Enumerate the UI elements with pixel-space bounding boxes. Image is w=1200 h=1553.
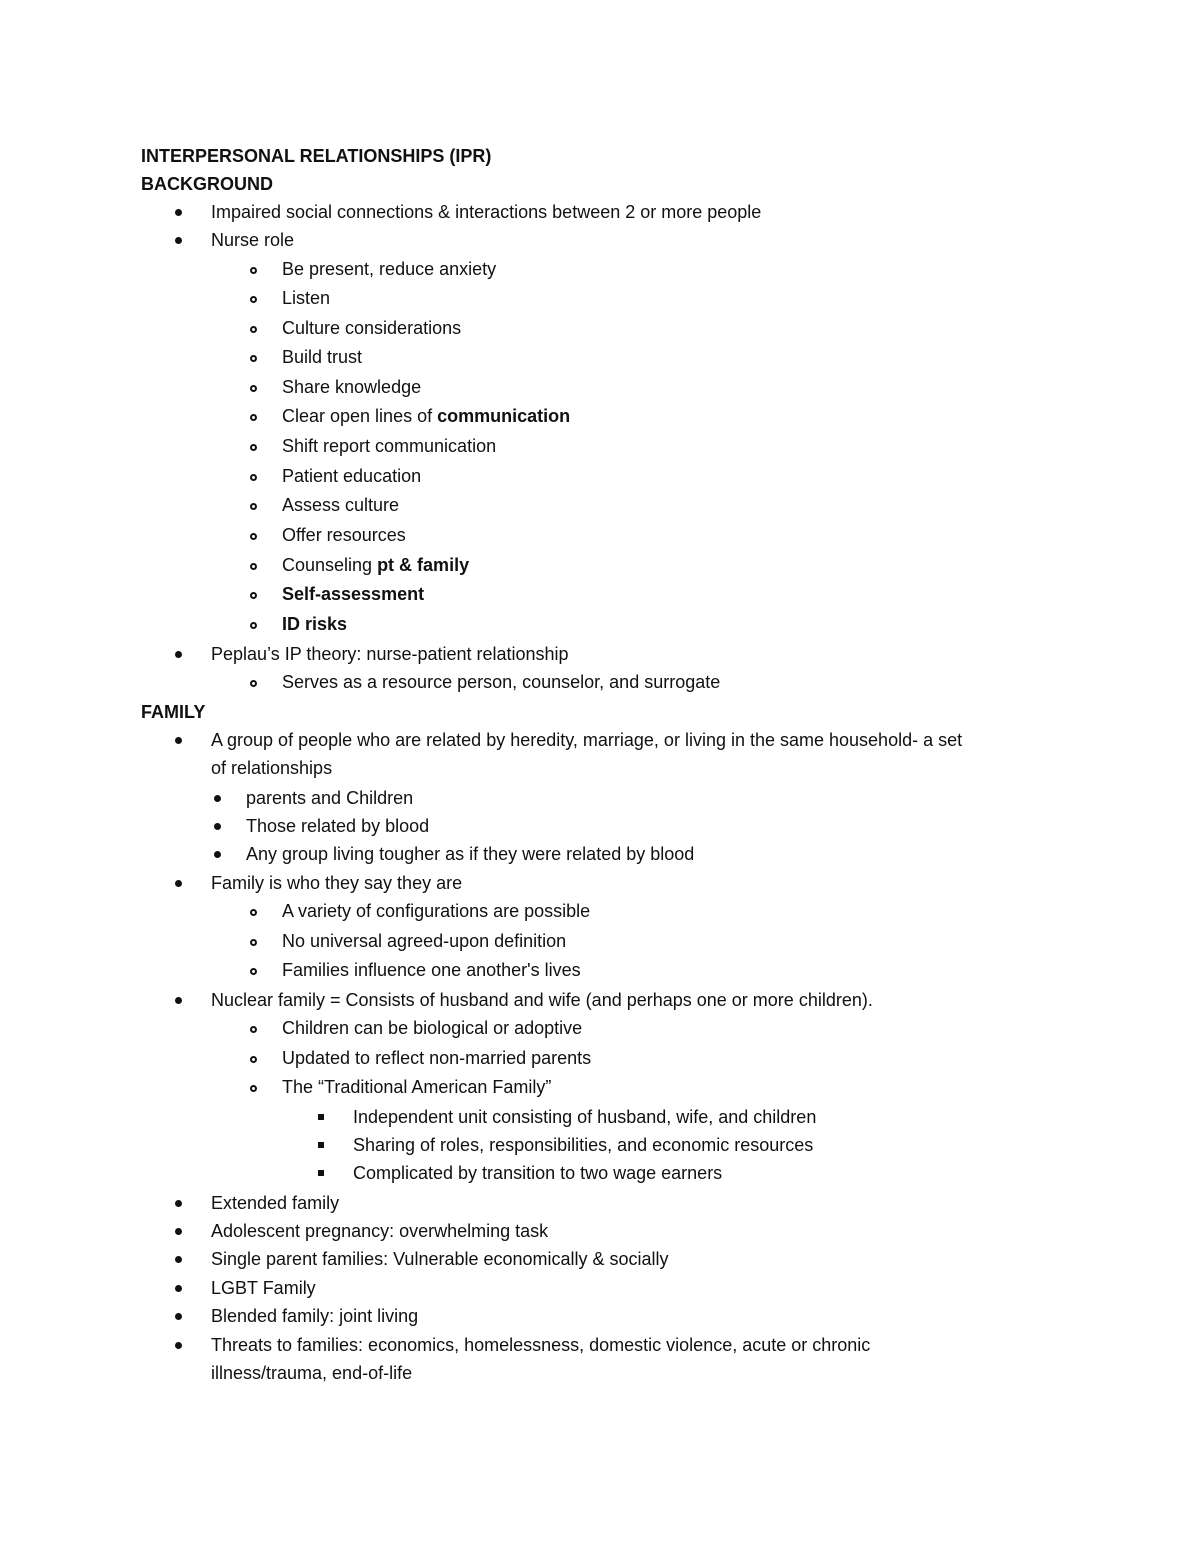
circle-bullet-icon bbox=[250, 1056, 257, 1063]
circle-bullet-icon bbox=[250, 533, 257, 540]
circle-bullet-icon bbox=[250, 909, 257, 916]
document-page: INTERPERSONAL RELATIONSHIPS (IPR) BACKGROUND Impaired social connections & interactions between 2 or more people Nurse role Be present, reduce anxiety Listen Culture considerations Build trust Share knowledge Clear open lines of communication Shift report communication Patient education Assess culture Offer resources Counseling pt & family Self-assessment ID risks Peplau’s IP theory: nurse-patient relationship Serves as a resource person, counselor, and surrogate FAMILY A group of people who are related by heredity, marriage, or living in the same household- a set of relationships parents and Children Those related by blood Any group living tougher as if they were related by blood Family is who they say they are A variety of configurations are possible No universal agreed-upon definition Families influence one another's lives Nuclear family = Consists of husband and wife (and perhaps one or more children). Children can be biological or adoptive Updated to reflect non-married parents The “Traditional American Family” Independent unit consisting of husband, wife, and children Sharing of roles, responsibilities, and economic resources Complicated by transition to two wage earners Extended family Adolescent pregnancy: overwhelming task Single parent families: Vulnerable economically & socially LGBT Family Blended family: joint living Threats to families: economics, homelessness, domestic violence, acute or chronic illness/trauma, end-of-life bbox=[141, 146, 963, 1383]
circle-bullet-icon bbox=[250, 503, 257, 510]
section-heading-family: FAMILY bbox=[141, 702, 206, 722]
circle-bullet-icon bbox=[250, 592, 257, 599]
bullet-icon bbox=[175, 1285, 182, 1292]
circle-bullet-icon bbox=[250, 622, 257, 629]
circle-bullet-icon bbox=[250, 1026, 257, 1033]
bullet-icon bbox=[175, 1342, 182, 1349]
circle-bullet-icon bbox=[250, 474, 257, 481]
square-bullet-icon bbox=[318, 1114, 324, 1120]
circle-bullet-icon bbox=[250, 939, 257, 946]
circle-bullet-icon bbox=[250, 563, 257, 570]
square-bullet-icon bbox=[318, 1170, 324, 1176]
document-title: INTERPERSONAL RELATIONSHIPS (IPR) bbox=[141, 146, 492, 166]
bullet-icon bbox=[214, 795, 221, 802]
bullet-icon bbox=[175, 237, 182, 244]
circle-bullet-icon bbox=[250, 385, 257, 392]
bullet-icon bbox=[175, 209, 182, 216]
section-heading-background: BACKGROUND bbox=[141, 174, 273, 194]
bullet-icon bbox=[175, 651, 182, 658]
bullet-icon bbox=[175, 880, 182, 887]
circle-bullet-icon bbox=[250, 414, 257, 421]
bullet-icon bbox=[175, 1228, 182, 1235]
bullet-icon bbox=[175, 1200, 182, 1207]
circle-bullet-icon bbox=[250, 1085, 257, 1092]
circle-bullet-icon bbox=[250, 326, 257, 333]
square-bullet-icon bbox=[318, 1142, 324, 1148]
circle-bullet-icon bbox=[250, 968, 257, 975]
bullet-icon bbox=[175, 997, 182, 1004]
circle-bullet-icon bbox=[250, 267, 257, 274]
circle-bullet-icon bbox=[250, 444, 257, 451]
circle-bullet-icon bbox=[250, 296, 257, 303]
bullet-icon bbox=[175, 1313, 182, 1320]
bullet-icon bbox=[214, 823, 221, 830]
bullet-icon bbox=[214, 851, 221, 858]
bullet-icon bbox=[175, 737, 182, 744]
bullet-icon bbox=[175, 1256, 182, 1263]
circle-bullet-icon bbox=[250, 355, 257, 362]
circle-bullet-icon bbox=[250, 680, 257, 687]
